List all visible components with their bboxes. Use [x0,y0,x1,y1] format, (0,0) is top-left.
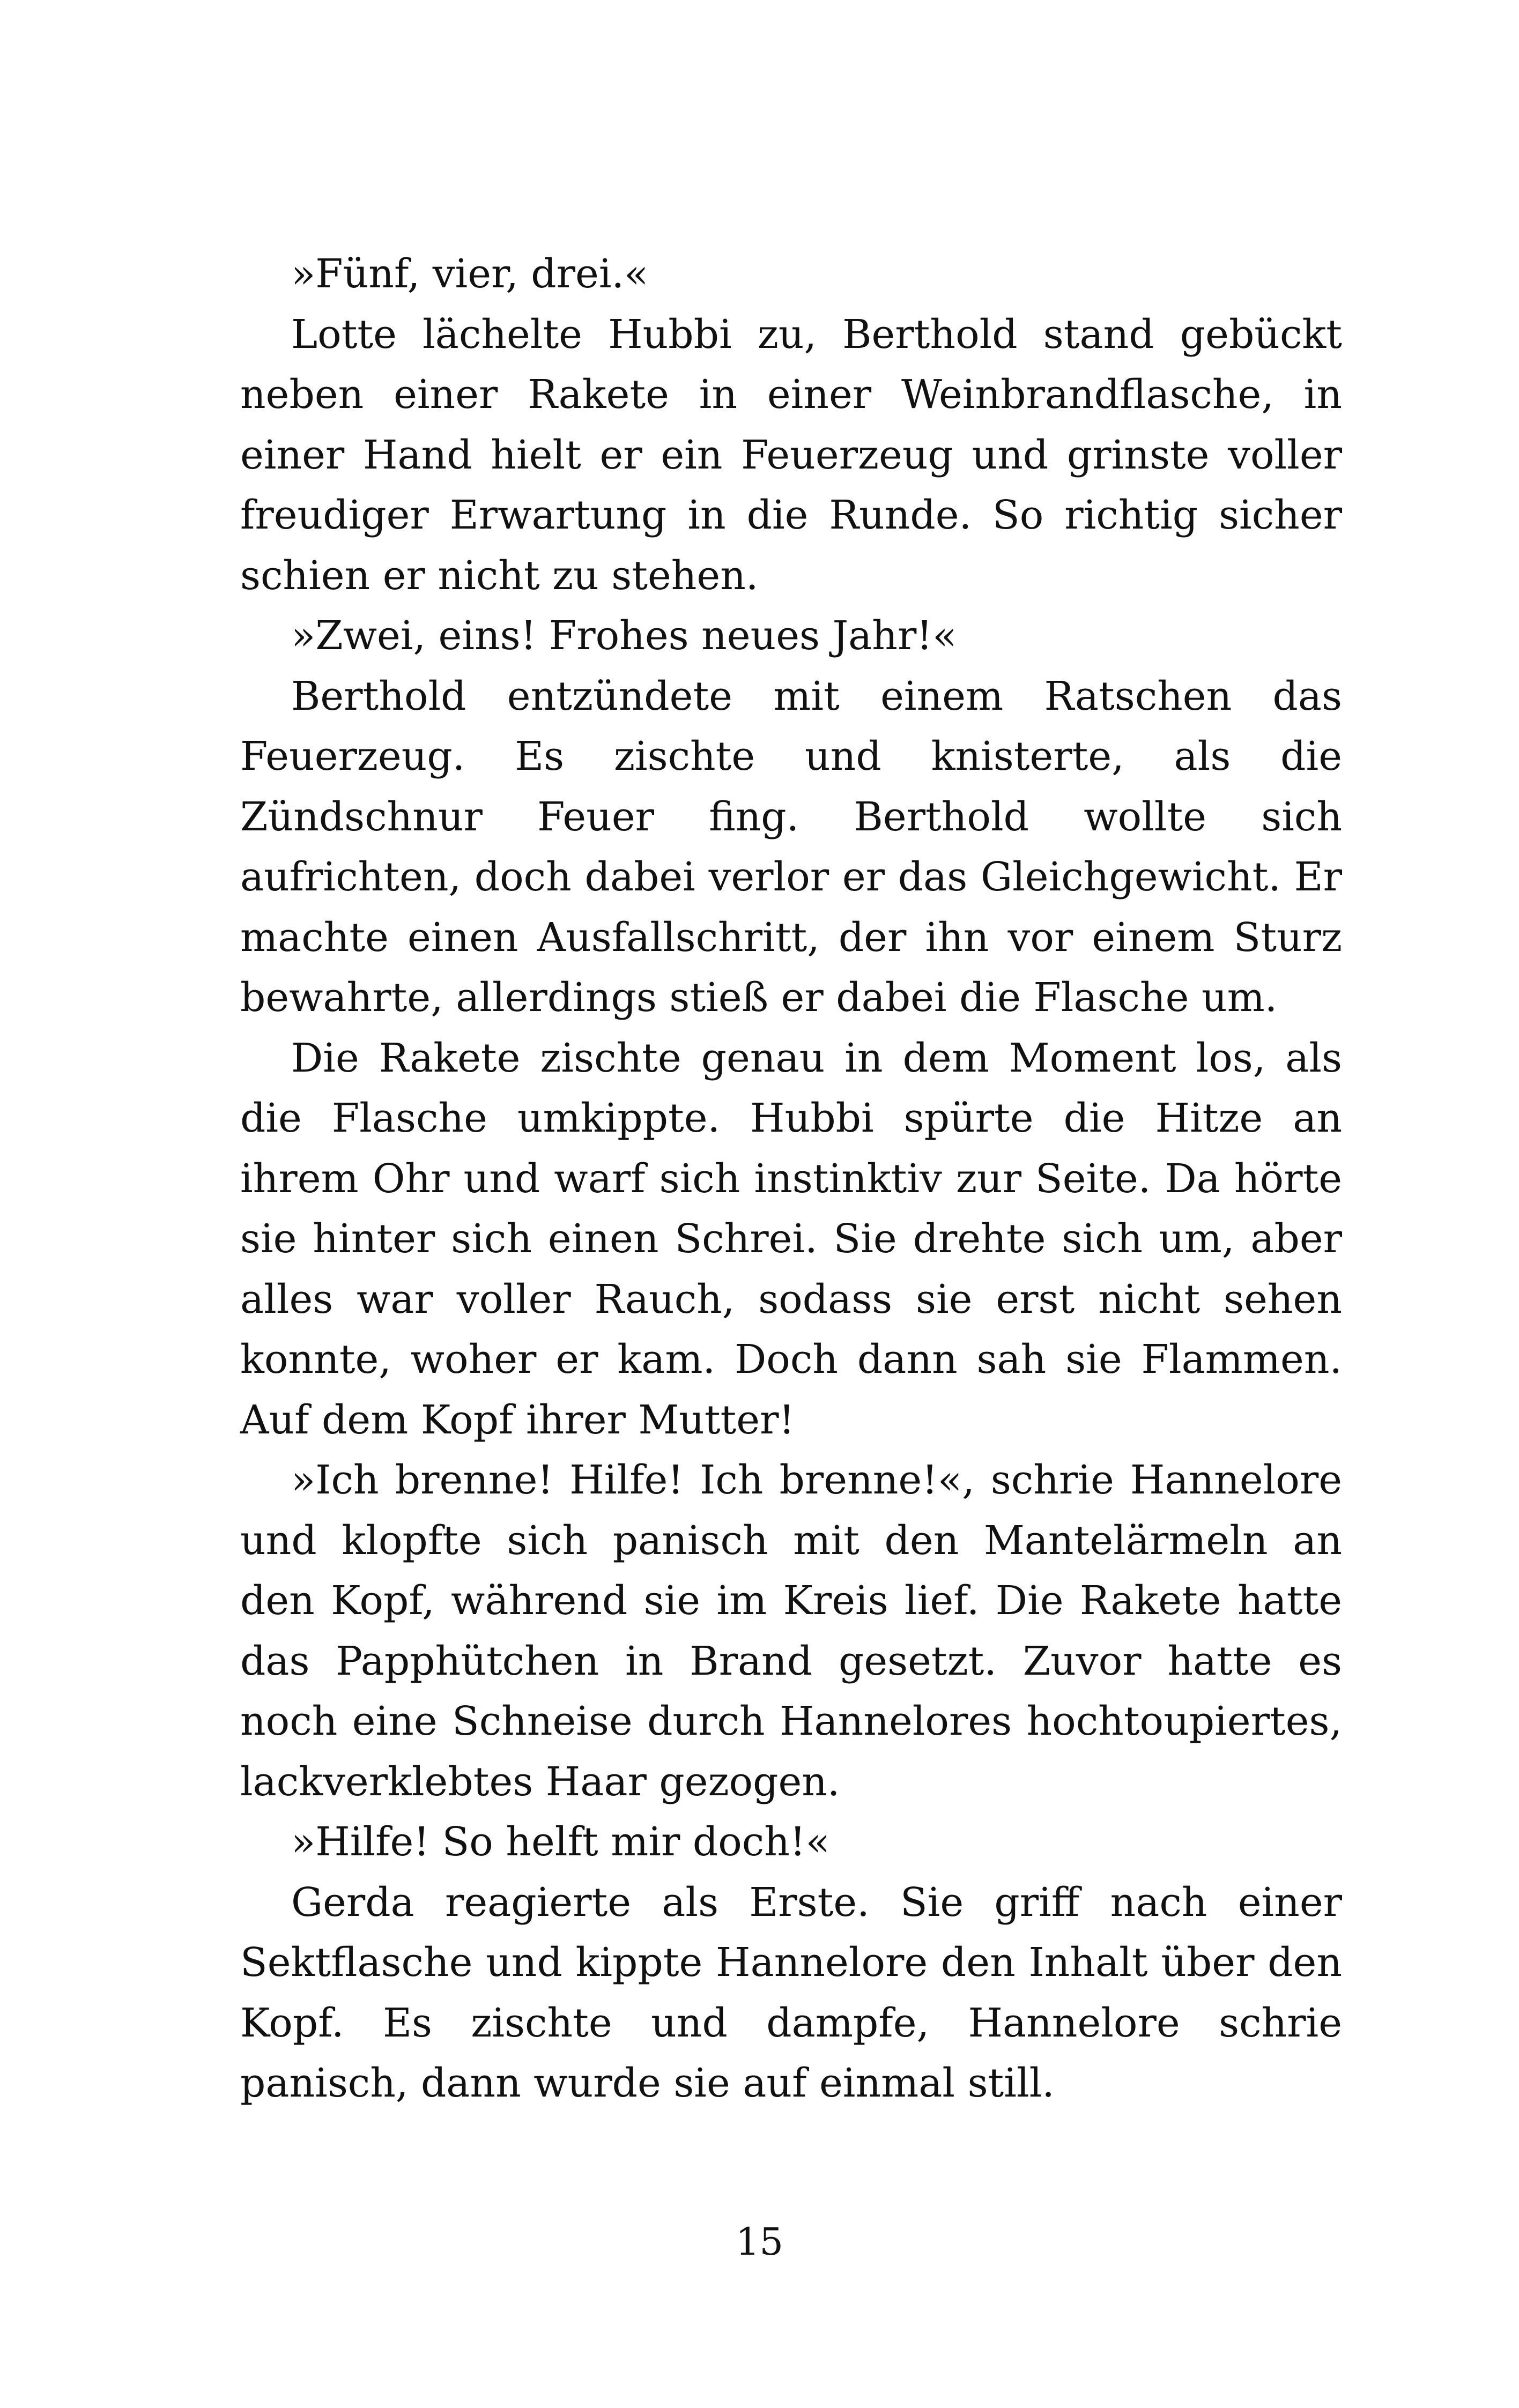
paragraph-2: Lotte lächelte Hubbi zu, Berthold stand gebückt neben einer Rakete in einer Weinbrandflasche, in einer Hand hielt er ein Feuerzeug und grinste voller freudiger Erwartung in die Runde. So richtig sicher schien er nicht zu stehen. [240,311,1342,599]
paragraph-3: »Zwei, eins! Frohes neues Jahr!« [291,613,957,659]
paragraph-6: »Ich brenne! Hilfe! Ich brenne!«, schrie Hannelore und klopfte sich panisch mit den Mantelärmeln an den Kopf, während sie im Kreis lief. Die Rakete hatte das Papphütchen in Brand gesetzt. Zuvor hatte es noch eine Schneise durch Hannelores hochtoupiertes, lackverklebtes Haar gezogen. [240,1457,1342,1805]
page-body-text [240,244,1342,2114]
paragraph-8: Gerda reagierte als Erste. Sie griff nach einer Sektflasche und kippte Hannelore den Inhalt über den Kopf. Es zischte und dampfe, Hannelore schrie panisch, dann wurde sie auf einmal still. [240,1879,1342,2106]
paragraph-1: »Fünf, vier, drei.« [291,251,649,297]
paragraph-7: »Hilfe! So helft mir doch!« [291,1819,830,1865]
page-number: 15 [735,2220,784,2264]
paragraph-4: Berthold entzündete mit einem Ratschen das Feuerzeug. Es zischte und knisterte, als die Zündschnur Feuer fing. Berthold wollte sich aufrichten, doch dabei verlor er das Gleichgewicht. Er machte einen Ausfallschritt, der ihn vor einem Sturz bewahrte, allerdings stieß er dabei die Flasche um. [240,673,1342,1021]
paragraph-5: Die Rakete zischte genau in dem Moment los, als die Flasche umkippte. Hubbi spürte die Hitze an ihrem Ohr und warf sich instinktiv zur Seite. Da hörte sie hinter sich einen Schrei. Sie drehte sich um, aber alles war voller Rauch, sodass sie erst nicht sehen konnte, woher er kam. Doch dann sah sie Flammen. Auf dem Kopf ihrer Mutter! [240,1035,1342,1443]
